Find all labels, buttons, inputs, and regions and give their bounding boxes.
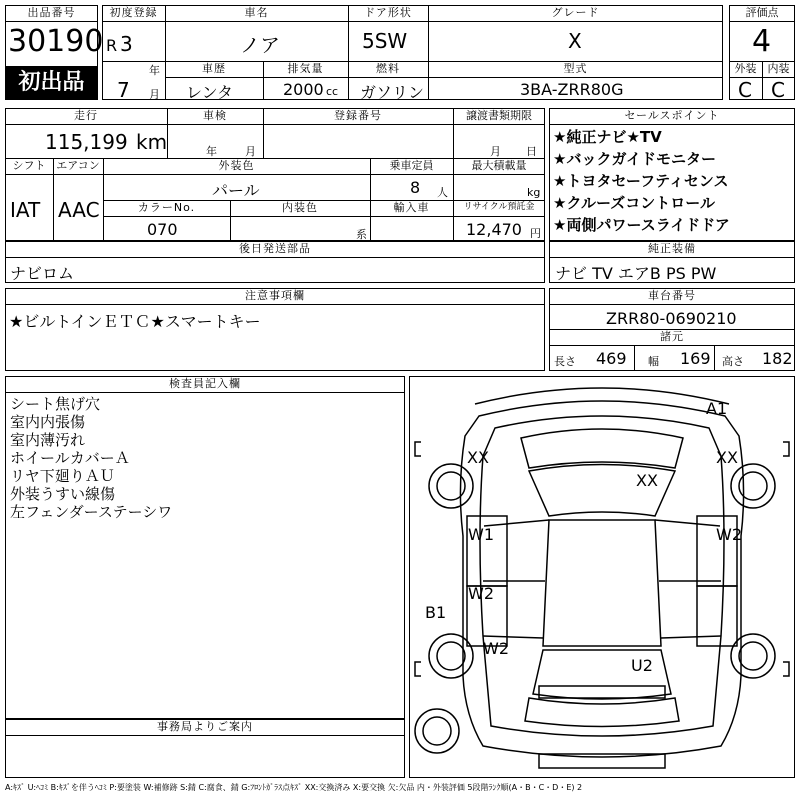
shift-label: シフト (12, 159, 46, 172)
inspector-item: 室内内張傷 (10, 413, 86, 431)
mark-b1: B1 (425, 603, 447, 622)
transfer-day-unit: 日 (526, 145, 537, 158)
parts-value: ナビロム (10, 264, 75, 283)
mark-w2-mid: W2 (468, 584, 494, 603)
inspector-item: リヤ下廻りＡＵ (10, 467, 115, 485)
hood (521, 429, 683, 468)
history-value: レンタ (186, 83, 233, 102)
car-name-label: 車名 (244, 6, 269, 19)
capacity-unit: 人 (437, 186, 448, 199)
ac-label: エアコン (56, 159, 100, 172)
sales-points-list (553, 128, 730, 238)
mark-u2: U2 (631, 656, 653, 675)
office-label: 事務局よりご案内 (157, 720, 253, 733)
mileage-value: 115,199 (45, 130, 128, 154)
fuel-label: 燃料 (376, 62, 400, 75)
displacement-value: 2000 (283, 80, 324, 99)
height-value: 182 (762, 349, 793, 368)
ext-grade-label: 外装 (734, 62, 757, 75)
mark-w2-low: W2 (483, 639, 509, 658)
inspector-item: ホイールカバーＡ (10, 449, 130, 467)
fuel-value: ガソリン (360, 83, 425, 102)
first-listing-badge: 初出品 (6, 66, 97, 99)
model-value: 3BA-ZRR80G (520, 80, 624, 99)
inspector-item: シート焦げ穴 (10, 395, 101, 413)
int-color-label: 内装色 (282, 201, 318, 214)
mark-xx-left: XX (467, 448, 489, 467)
history-label: 車歴 (202, 62, 226, 75)
import-label: 輸入車 (393, 201, 430, 214)
legend: A:ｷｽﾞ U:ﾍｺﾐ B:ｷｽﾞを伴うﾍｺﾐ P:要塗装 W:補修跡 S:錆 C:腐食、錆 G:ﾌﾛﾝﾄｶﾞﾗｽ点ｷｽﾞ XX:交換済み X:要交換 欠:欠品 内・外装評価 5段階ﾗﾝｸ順(A・B・C・D・E) 2 (5, 783, 583, 792)
wheel-rear-right (731, 634, 775, 678)
lot-label: 出品番号 (27, 6, 76, 19)
load-label: 最大積載量 (471, 159, 527, 172)
recycle-label: リサイクル預託金 (463, 202, 535, 212)
inspection-month-unit: 月 (245, 145, 256, 158)
car-diagram (409, 376, 795, 778)
inspector-label: 検査員記入欄 (169, 377, 241, 390)
capacity-value: 8 (410, 178, 421, 197)
first-reg-label: 初度登録 (109, 6, 158, 19)
ext-grade-value: C (738, 78, 752, 102)
color-no-label: カラーNo. (137, 201, 196, 214)
wheel-front-left (429, 464, 473, 508)
inspector-item: 左フェンダーステーシワ (10, 503, 173, 521)
length-label: 長さ (554, 355, 576, 368)
first-reg-month: 7 (117, 78, 130, 102)
mark-w1: W1 (468, 525, 494, 544)
int-grade-label: 内装 (767, 62, 790, 75)
displacement-label: 排気量 (287, 62, 324, 75)
lot-number: 30190 (8, 24, 104, 59)
chassis-value: ZRR80-0690210 (606, 309, 737, 328)
grade-value: X (568, 29, 582, 53)
tailgate (525, 698, 679, 727)
transfer-month-unit: 月 (490, 145, 501, 158)
inspector-item: 室内薄汚れ (10, 431, 86, 449)
sales-points-label: セールスポイント (624, 109, 720, 122)
sales-point-item: ★バックガイドモニター (553, 150, 716, 168)
score-value: 4 (752, 24, 772, 59)
model-label: 型式 (563, 62, 588, 75)
mark-a1: A1 (706, 399, 728, 418)
door-value: 5SW (362, 29, 408, 53)
inspector-item: 外装うすい線傷 (10, 485, 116, 503)
mileage-unit: km (136, 130, 168, 154)
transfer-label: 譲渡書類期限 (466, 109, 532, 122)
wheel-rear-left (429, 634, 473, 678)
sales-point-item: ★トヨタセーフティセンス (553, 172, 729, 190)
ac-value: AAC (58, 198, 100, 222)
door-label: ドア形状 (364, 6, 412, 19)
score-label: 評価点 (745, 6, 779, 19)
height-label: 高さ (722, 355, 744, 368)
equipment-label: 純正装備 (648, 242, 696, 255)
int-grade-value: C (771, 78, 785, 102)
grade-label: グレード (551, 6, 600, 19)
dims-label: 諸元 (660, 330, 684, 343)
sales-point-item: ★クルーズコントロール (553, 194, 715, 212)
ext-color-label: 外装色 (218, 159, 255, 172)
width-label: 幅 (648, 355, 659, 368)
parts-label: 後日発送部品 (239, 242, 311, 255)
first-reg-month-unit: 月 (149, 88, 160, 101)
int-color-unit: 系 (356, 228, 367, 241)
notes-label: 注意事項欄 (245, 289, 305, 302)
load-unit: kg (527, 186, 541, 199)
length-value: 469 (596, 349, 627, 368)
notes-value: ★ビルトインＥＴＣ★スマートキー (9, 312, 261, 331)
chassis-label: 車台番号 (648, 289, 696, 302)
mark-xx-center: XX (636, 471, 658, 490)
equipment-value: ナビ TV エアB PS PW (555, 264, 717, 283)
first-reg-era: R (106, 36, 118, 55)
inspection-label: 車検 (203, 109, 227, 122)
spare-wheel (415, 709, 459, 753)
inspection-year-unit: 年 (206, 145, 217, 158)
recycle-unit: 円 (530, 227, 541, 240)
roof (543, 520, 661, 646)
car-name-value: ノア (240, 33, 280, 57)
mark-xx-right: XX (716, 448, 738, 467)
first-reg-year-unit: 年 (149, 64, 160, 77)
mark-w2-right: W2 (716, 525, 742, 544)
mileage-label: 走行 (74, 109, 98, 122)
reg-no-label: 登録番号 (334, 109, 382, 122)
ext-color-value: パール (212, 181, 260, 200)
wheel-front-right (731, 464, 775, 508)
color-no-value: 070 (147, 220, 178, 239)
first-reg-year: 3 (120, 32, 133, 56)
capacity-label: 乗車定員 (389, 159, 434, 172)
recycle-value: 12,470 (466, 220, 522, 239)
sales-point-item: ★純正ナビ★TV (553, 128, 662, 146)
displacement-unit: cc (326, 85, 339, 98)
sales-point-item: ★両側パワースライドドア (553, 216, 730, 234)
inspector-list (10, 395, 172, 521)
width-value: 169 (680, 349, 711, 368)
shift-value: IAT (10, 198, 41, 222)
